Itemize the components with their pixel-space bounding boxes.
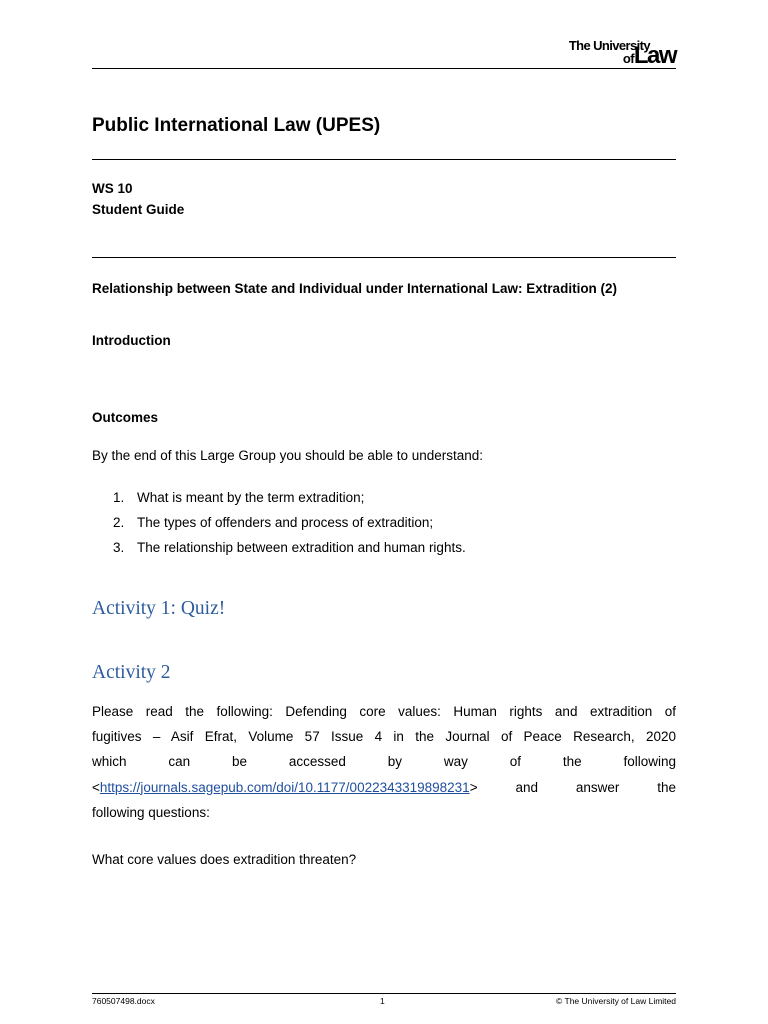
list-item-text: What is meant by the term extradition; xyxy=(137,490,365,505)
outcomes-heading: Outcomes xyxy=(92,410,159,425)
outcomes-list xyxy=(113,490,466,565)
paragraph-word: and xyxy=(515,779,538,795)
paragraph-word: which xyxy=(92,754,127,770)
paragraph-word: of xyxy=(509,754,521,770)
question-text: What core values does extradition threaten? xyxy=(92,852,357,867)
footer-copyright: © The University of Law Limited xyxy=(556,996,676,1006)
paragraph-line xyxy=(92,749,676,774)
workshop-number: WS 10 xyxy=(92,181,133,196)
list-item-number: 3. xyxy=(113,540,125,555)
title-divider xyxy=(92,159,676,160)
activity-1-heading: Activity 1: Quiz! xyxy=(92,598,226,619)
paragraph-line: fugitives – Asif Efrat, Volume 57 Issue 4 in the Journal of Peace Research, 2020 xyxy=(92,729,676,745)
logo-law: Law xyxy=(633,42,676,69)
paragraph-word: accessed xyxy=(288,754,346,770)
paragraph-line xyxy=(92,775,676,800)
header-divider xyxy=(92,68,676,69)
footer-divider xyxy=(92,993,676,994)
university-of-law-logo xyxy=(536,38,676,68)
footer-page-number: 1 xyxy=(380,996,385,1006)
document-title: Public International Law (UPES) xyxy=(92,115,381,136)
list-item-text: The types of offenders and process of extradition; xyxy=(137,515,434,530)
list-item-number: 2. xyxy=(113,515,125,530)
journal-link[interactable]: https://journals.sagepub.com/doi/10.1177/0022343319898231 xyxy=(99,779,470,795)
paragraph-word: the xyxy=(562,754,582,770)
topic-heading: Relationship between State and Individual under International Law: Extradition (2) xyxy=(92,281,618,296)
logo-line-1: The University xyxy=(568,38,650,53)
paragraph-line: Please read the following: Defending core values: Human rights and extradition of xyxy=(92,704,676,719)
outcomes-lead: By the end of this Large Group you should be able to understand: xyxy=(92,448,484,463)
section-divider xyxy=(92,257,676,258)
logo-of: of xyxy=(622,51,634,66)
paragraph-word: the xyxy=(657,779,676,795)
footer-filename: 760507498.docx xyxy=(92,996,155,1006)
paragraph-word: following xyxy=(623,754,676,770)
paragraph-word: be xyxy=(231,754,248,770)
link-wrapper xyxy=(92,775,478,800)
link-close-bracket: > xyxy=(469,779,478,795)
page-footer xyxy=(92,996,676,1008)
activity-2-heading: Activity 2 xyxy=(92,662,171,683)
paragraph-word: answer xyxy=(575,779,620,795)
activity-2-paragraph xyxy=(92,699,676,825)
list-item xyxy=(113,540,466,565)
list-item xyxy=(113,515,466,540)
list-item-text: The relationship between extradition and human rights. xyxy=(137,540,466,555)
paragraph-word: way xyxy=(443,754,468,770)
link-open-bracket: < xyxy=(92,779,100,795)
introduction-heading: Introduction xyxy=(92,333,171,348)
guide-type: Student Guide xyxy=(92,202,185,217)
list-item-number: 1. xyxy=(113,490,125,505)
paragraph-word: by xyxy=(387,754,403,770)
paragraph-word: can xyxy=(168,754,191,770)
paragraph-line: following questions: xyxy=(92,804,210,820)
list-item xyxy=(113,490,466,515)
